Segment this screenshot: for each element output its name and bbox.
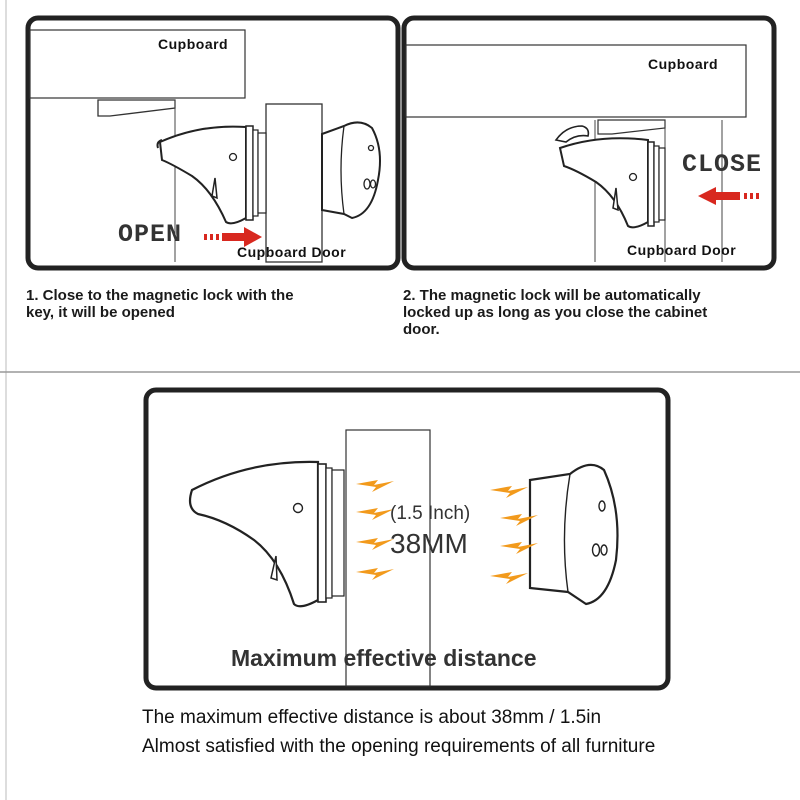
footer-line-1: The maximum effective distance is about 38mm / 1.5in [142, 707, 602, 728]
panel-open [28, 18, 398, 268]
lock-knob-3 [530, 465, 618, 604]
caption-step-1-line-2: key, it will be opened [26, 304, 175, 321]
distance-title: Maximum effective distance [231, 645, 537, 671]
caption-step-2-line-2: locked up as long as you close the cabinet [403, 304, 708, 321]
cupboard-door [266, 104, 322, 262]
panel1-door-label: Cupboard Door [237, 244, 347, 260]
lock-knob [322, 122, 380, 218]
caption-step-2-line-1: 2. The magnetic lock will be automatically [403, 287, 701, 304]
caption-step-2-line-3: door. [403, 321, 440, 338]
panel-close [404, 18, 774, 268]
footer-line-2: Almost satisfied with the opening requirements of all furniture [142, 736, 656, 757]
panel2-cupboard-label: Cupboard [648, 56, 719, 72]
panel1-cupboard-label: Cupboard [158, 36, 229, 52]
distance-mm-label: 38MM [390, 528, 468, 559]
panel2-door-label: Cupboard Door [627, 242, 737, 258]
caption-step-1-line-1: 1. Close to the magnetic lock with the [26, 287, 294, 304]
panel1-open-label: OPEN [118, 220, 183, 249]
panel2-close-label: CLOSE [682, 150, 763, 179]
distance-inch-label: (1.5 Inch) [390, 503, 471, 524]
